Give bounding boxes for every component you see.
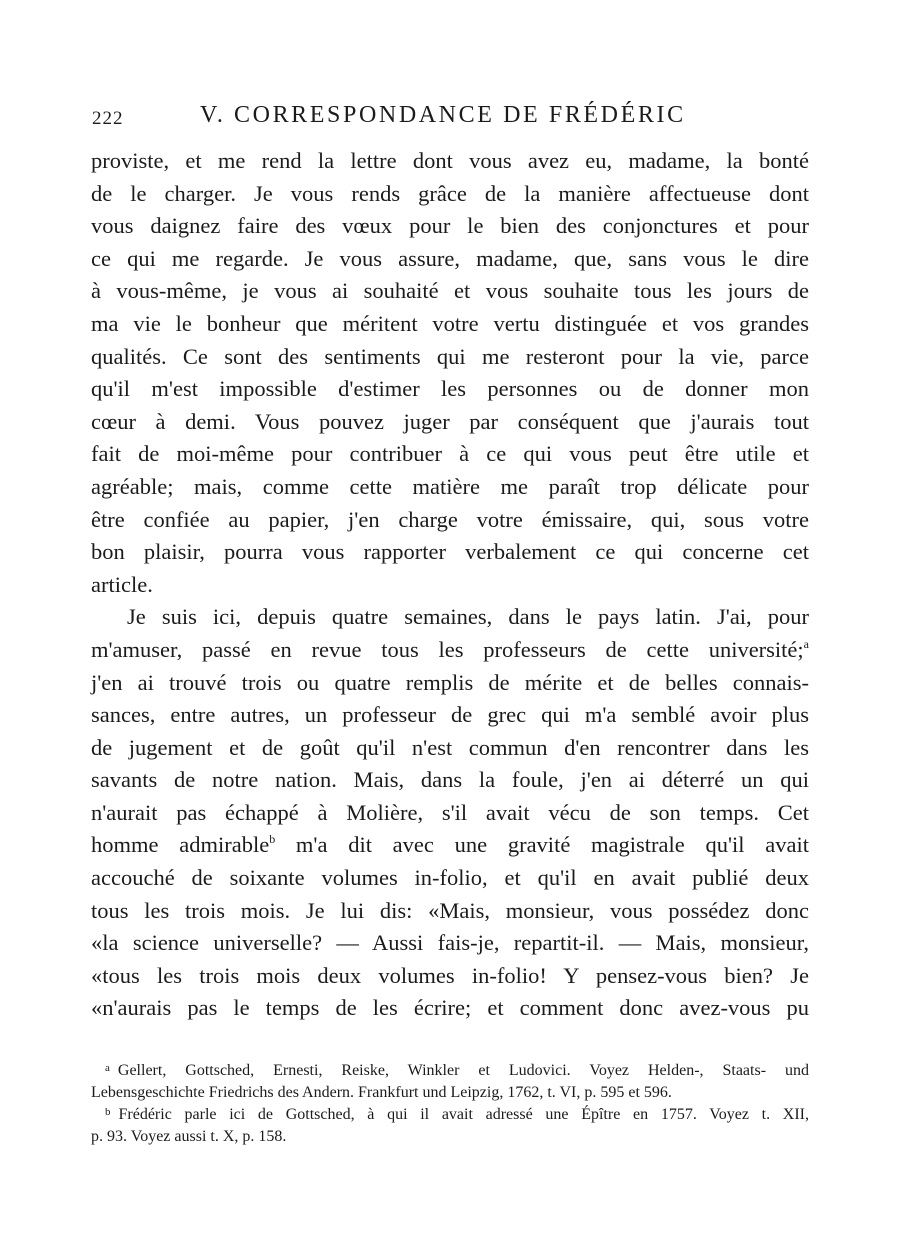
footnote-b-mark: b	[105, 1106, 111, 1118]
text-line: bon plaisir, pourra vous rapporter verbalement ce qui concerne cet	[91, 539, 809, 565]
footnote-text: Frédéric parle ici de Gottsched, à qui il avait adressé une Épître en 1757. Voyez t. XII,	[118, 1106, 809, 1123]
text-line: ce qui me regarde. Je vous assure, madame, que, sans vous le dire	[91, 245, 809, 271]
text-line: qu'il m'est impossible d'estimer les personnes ou de donner mon	[91, 376, 809, 402]
running-head: V. CORRESPONDANCE DE FRÉDÉRIC	[200, 102, 686, 128]
text-line: n'aurait pas échappé à Molière, s'il avait vécu de son temps. Cet	[91, 799, 809, 825]
text-span: homme admirable	[91, 832, 270, 858]
text-line: fait de moi-même pour contribuer à ce qui vous peut être utile et	[91, 441, 809, 467]
text-line: ma vie le bonheur que méritent votre vertu distinguée et vos grandes	[91, 310, 809, 336]
text-line: vous daignez faire des vœux pour le bien des conjonctures et pour	[91, 213, 809, 239]
text-line-with-note	[91, 634, 809, 667]
footnote-a-mark: a	[105, 1062, 110, 1074]
text-line: «n'aurais pas le temps de les écrire; et comment donc avez-vous pu	[91, 995, 809, 1021]
text-line: être confiée au papier, j'en charge votre émissaire, qui, sous votre	[91, 506, 809, 532]
body-text	[91, 145, 809, 1025]
text-line: de jugement et de goût qu'il n'est commun d'en rencontrer dans les	[91, 734, 809, 760]
text-line: de le charger. Je vous rends grâce de la manière affectueuse dont	[91, 180, 809, 206]
footnotes	[91, 1060, 809, 1148]
text-span: m'amuser, passé en revue tous les professeurs de cette université;	[91, 636, 804, 662]
page-header	[92, 102, 812, 132]
text-line: j'en ai trouvé trois ou quatre remplis de mérite et de belles connais-	[91, 669, 809, 695]
footnote-mark-a: a	[803, 636, 809, 651]
text-line: agréable; mais, comme cette matière me paraît trop délicate pour	[91, 473, 809, 499]
text-line: sances, entre autres, un professeur de grec qui m'a semblé avoir plus	[91, 702, 809, 728]
text-line: savants de notre nation. Mais, dans la foule, j'en ai déterré un qui	[91, 767, 809, 793]
text-line: cœur à demi. Vous pouvez juger par conséquent que j'aurais tout	[91, 408, 809, 434]
text-line: qualités. Ce sont des sentiments qui me resteront pour la vie, parce	[91, 343, 809, 369]
footnote-text: Gellert, Gottsched, Ernesti, Reiske, Winkler et Ludovici. Voyez Helden-, Staats- und	[117, 1062, 809, 1079]
text-line: proviste, et me rend la lettre dont vous avez eu, madame, la bonté	[91, 148, 809, 173]
text-line: Je suis ici, depuis quatre semaines, dans le pays latin. J'ai, pour	[127, 604, 809, 630]
text-line-with-note	[91, 829, 809, 862]
text-line: «tous les trois mois deux volumes in-folio! Y pensez-vous bien? Je	[91, 962, 809, 988]
text-line: «la science universelle? — Aussi fais-je, repartit-il. — Mais, monsieur,	[91, 930, 809, 956]
footnote-a-line: Lebensgeschichte Friedrichs des Andern. Frankfurt und Leipzig, 1762, t. VI, p. 595 et 596.	[91, 1084, 672, 1101]
footnote-a-line	[91, 1060, 809, 1082]
text-line: à vous-même, je vous ai souhaité et vous souhaite tous les jours de	[91, 278, 809, 304]
footnote-mark-b: b	[269, 832, 276, 847]
footnote-b-line: p. 93. Voyez aussi t. X, p. 158.	[91, 1128, 287, 1145]
text-line: accouché de soixante volumes in-folio, et qu'il en avait publié deux	[91, 865, 809, 891]
footnote-b-line	[91, 1104, 809, 1126]
text-line: tous les trois mois. Je lui dis: «Mais, monsieur, vous possédez donc	[91, 897, 809, 923]
page-number: 222	[92, 108, 124, 129]
text-line: article.	[91, 571, 153, 597]
text-span: m'a dit avec une gravité magistrale qu'il avait	[275, 832, 809, 858]
